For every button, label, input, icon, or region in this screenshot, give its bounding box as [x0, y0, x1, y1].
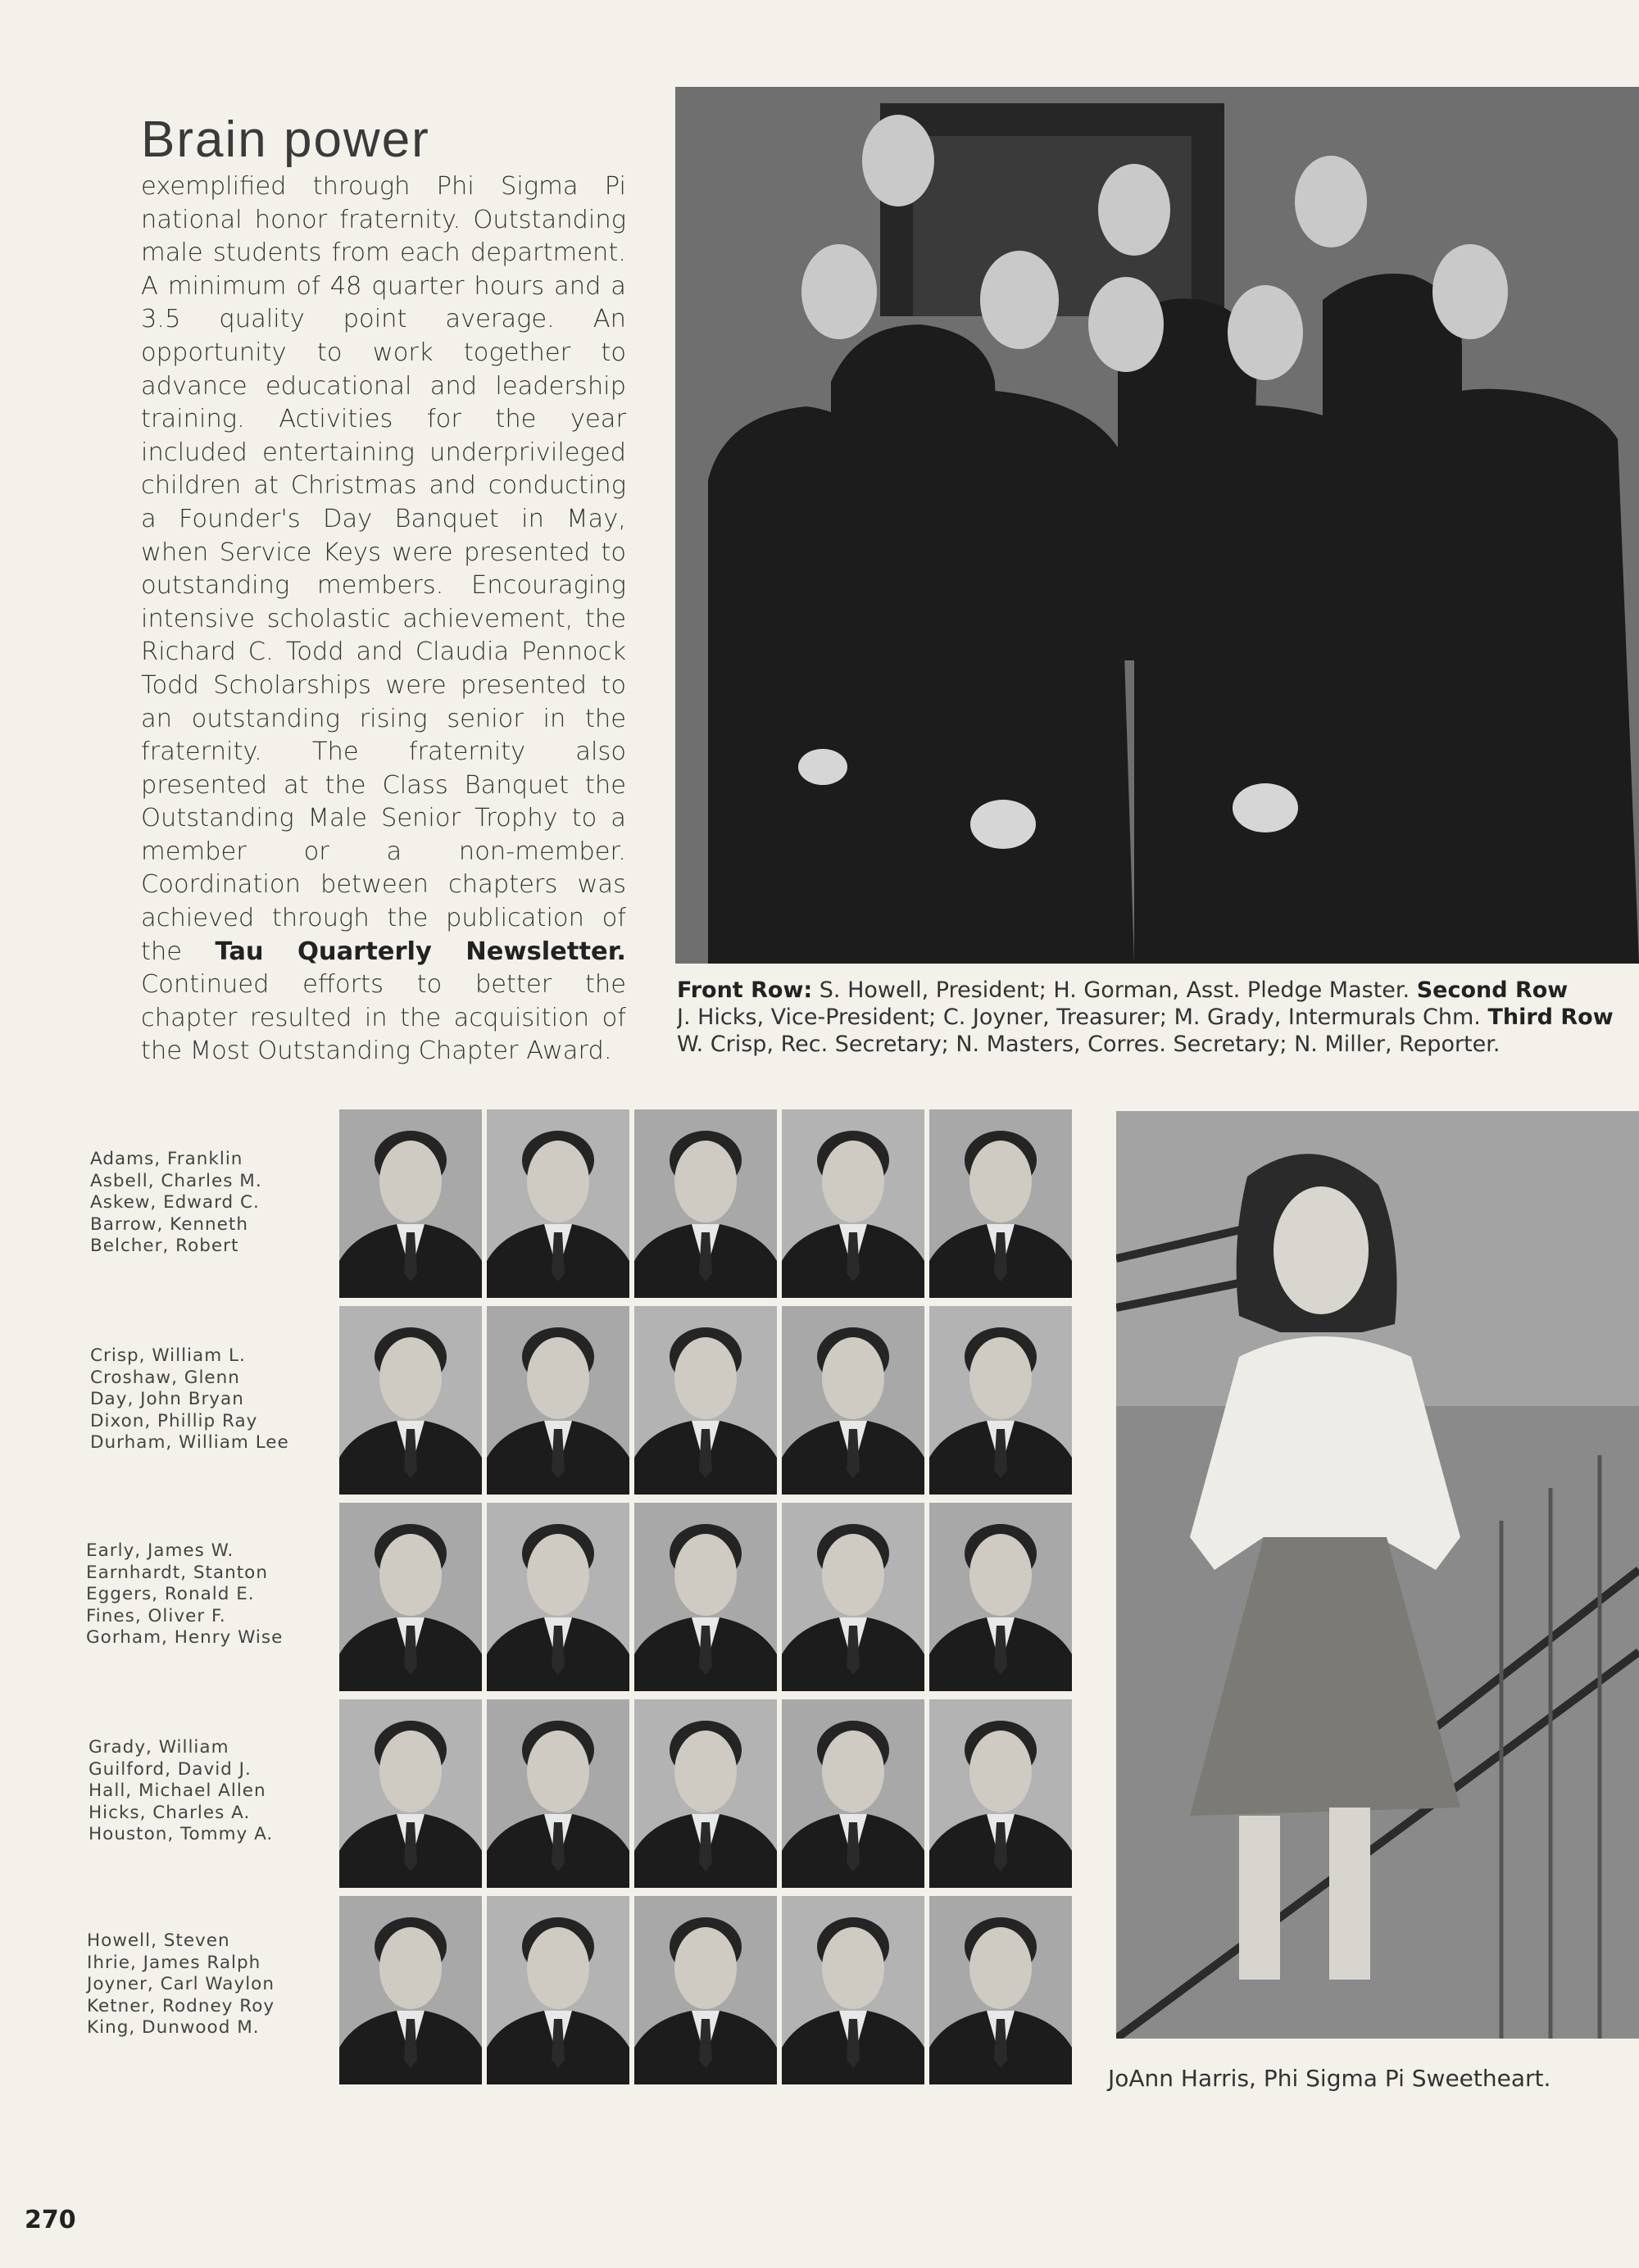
member-portrait [782, 1503, 924, 1691]
member-name: Houston, Tommy A. [89, 1824, 274, 1844]
member-name: Adams, Franklin [90, 1149, 243, 1169]
member-portrait [634, 1503, 777, 1691]
name-list [87, 1930, 341, 2039]
member-name: Guilford, David J. [89, 1758, 252, 1780]
member-portrait [782, 1699, 924, 1888]
member-name: Hicks, Charles A. [89, 1802, 251, 1823]
member-name: Crisp, William L. [90, 1345, 246, 1366]
member-name: Belcher, Robert [90, 1236, 239, 1256]
article-body-text-end: Continued efforts to better the chapter resulted in the acquisition of the Most Outstanding Chapter Award. [141, 970, 626, 1066]
member-name: King, Dunwood M. [87, 2017, 260, 2038]
member-portrait [487, 1699, 629, 1888]
member-name: Joyner, Carl Waylon [87, 1974, 275, 1994]
member-name: Askew, Edward C. [90, 1192, 260, 1213]
member-name: Howell, Steven [87, 1930, 230, 1951]
member-portrait [782, 1306, 924, 1495]
member-name: Durham, William Lee [90, 1432, 289, 1453]
sweetheart-caption: JoAnn Harris, Phi Sigma Pi Sweetheart. [1108, 2065, 1551, 2092]
article-body-text: exemplified through Phi Sigma Pi national honor fraternity. Outstanding male students from each department. A minimum of 48 quarter hours and a 3.5 quality point average. An opportunity to work together to advance educational and leadership training. Activities for the year included entertaining underprivileged children at Christmas and conducting a Founder's Day Banquet in May, when Service Keys were presented to outstanding members. Encouraging intensive scholastic achievement, the Richard C. Todd and Claudia Pennock Todd Scholarships were presented to an outstanding rising senior in the fraternity. The fraternity also presented at the Class Banquet the Outstanding Male Senior Trophy to a member or a non-member. Coordination between chapters was achieved through the publication of the [141, 172, 626, 966]
caption-row-label: Front Row: [677, 978, 813, 1003]
member-portrait [339, 1109, 482, 1298]
group-photo-caption [677, 977, 1639, 1058]
caption-row-label: Second Row [1416, 978, 1569, 1003]
member-portrait [634, 1109, 777, 1298]
member-portrait [487, 1109, 629, 1298]
member-name: Asbell, Charles M. [90, 1170, 262, 1191]
caption-text: S. Howell, President; H. Gorman, Asst. Pledge Master. [812, 978, 1417, 1003]
page-number: 270 [25, 2206, 76, 2234]
member-name: Ketner, Rodney Roy [87, 1995, 275, 2016]
member-name: Eggers, Ronald E. [86, 1584, 255, 1604]
member-name: Barrow, Kenneth [90, 1213, 248, 1235]
member-portrait [339, 1306, 482, 1495]
portrait-grid [339, 1109, 1072, 2084]
member-portrait [782, 1109, 924, 1298]
member-name: Early, James W. [86, 1540, 234, 1561]
member-portrait [929, 1896, 1072, 2084]
member-portrait [929, 1306, 1072, 1495]
member-portrait [929, 1109, 1072, 1298]
member-portrait [339, 1503, 482, 1691]
member-name: Fines, Oliver F. [86, 1605, 226, 1626]
member-name: Earnhardt, Stanton [86, 1562, 268, 1583]
member-portrait [782, 1896, 924, 2084]
article-headline: Brain power [141, 111, 430, 168]
member-name: Gorham, Henry Wise [86, 1627, 284, 1648]
name-list [90, 1149, 344, 1258]
caption-line-2 [677, 1004, 1639, 1031]
member-portrait [339, 1896, 482, 2084]
sweetheart-photo [1116, 1111, 1639, 2039]
member-portrait [487, 1503, 629, 1691]
group-photo [675, 87, 1639, 964]
member-name: Day, John Bryan [90, 1389, 244, 1409]
member-portrait [929, 1503, 1072, 1691]
member-portrait [634, 1896, 777, 2084]
member-name: Grady, William [89, 1737, 229, 1758]
caption-row-label: Third Row [1487, 1005, 1614, 1030]
member-portrait [634, 1306, 777, 1495]
member-portrait [487, 1306, 629, 1495]
member-name: Hall, Michael Allen [89, 1780, 266, 1801]
caption-line-1 [677, 977, 1639, 1004]
member-name: Croshaw, Glenn [90, 1367, 240, 1388]
article-body [141, 170, 626, 1068]
member-portrait [487, 1896, 629, 2084]
member-name: Ihrie, James Ralph [87, 1952, 261, 1973]
caption-line-3: W. Crisp, Rec. Secretary; N. Masters, Corres. Secretary; N. Miller, Reporter. [677, 1032, 1501, 1057]
member-portrait [929, 1699, 1072, 1888]
name-list [89, 1737, 343, 1846]
member-portrait [634, 1699, 777, 1888]
member-portrait [339, 1699, 482, 1888]
name-list [86, 1540, 340, 1649]
name-list [90, 1345, 344, 1454]
caption-text: J. Hicks, Vice-President; C. Joyner, Treasurer; M. Grady, Intermurals Chm. [677, 1005, 1488, 1030]
member-name: Dixon, Phillip Ray [90, 1410, 258, 1431]
newsletter-title: Tau Quarterly Newsletter. [215, 937, 626, 966]
